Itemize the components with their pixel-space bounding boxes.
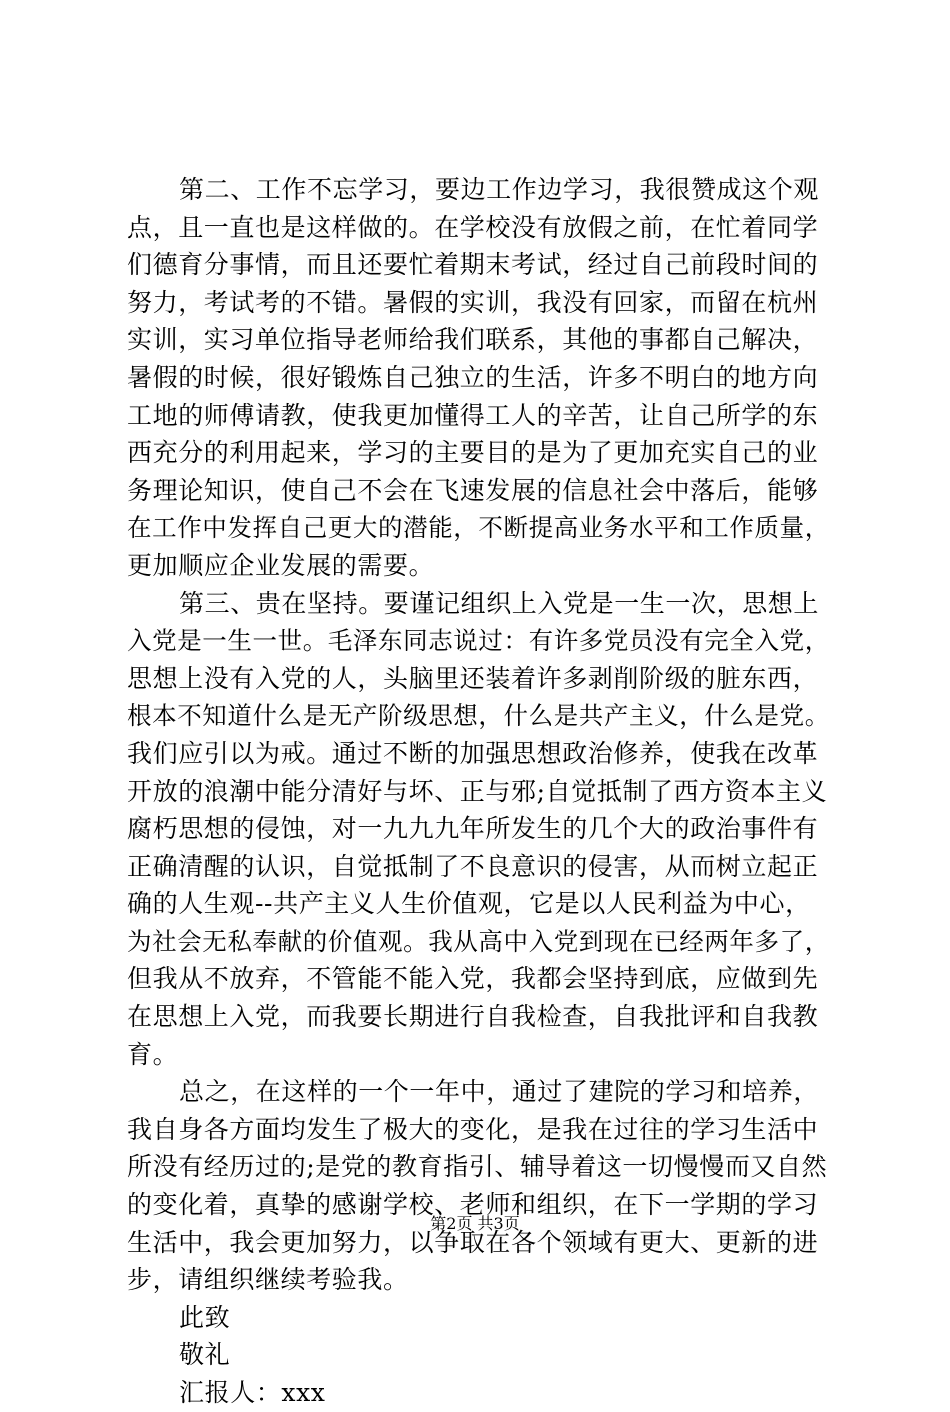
text-line: 点，且一直也是这样做的。在学校没有放假之前，在忙着同学 [127, 212, 819, 242]
text-line: 育。 [127, 1039, 179, 1069]
text-line: 们德育分事情，而且还要忙着期末考试，经过自己前段时间的 [127, 250, 819, 280]
text-line: 为社会无私奉献的价值观。我从高中入党到现在已经两年多了， [127, 926, 830, 956]
text-line: 所没有经历过的;是党的教育指引、辅导着这一切慢慢而又自然 [127, 1152, 828, 1182]
text-line: 我自身各方面均发生了极大的变化，是我在过往的学习生活中 [127, 1114, 819, 1144]
text-line: 入党是一生一世。毛泽东同志说过：有许多党员没有完全入党， [127, 626, 830, 656]
text-line: 第二、工作不忘学习，要边工作边学习，我很赞成这个观 [179, 175, 820, 204]
page-footer [0, 1212, 950, 1236]
closing-salute: 敬礼 [179, 1340, 231, 1370]
text-line: 正确清醒的认识，自觉抵制了不良意识的侵害，从而树立起正 [127, 851, 819, 881]
text-line: 开放的浪潮中能分清好与坏、正与邪;自觉抵制了西方资本主义 [127, 776, 828, 806]
text-line: 确的人生观--共产主义人生价值观，它是以人民利益为中心， [127, 889, 811, 919]
paragraph-persistence [127, 585, 830, 1074]
text-line: 的变化着，真挚的感谢学校、老师和组织，在下一学期的学习 [127, 1190, 819, 1220]
text-line: 实训，实习单位指导老师给我们联系，其他的事都自己解决， [127, 325, 819, 355]
page-number: 第2页 共3页 [430, 1214, 520, 1233]
closing-greeting: 此致 [179, 1302, 231, 1332]
text-line: 务理论知识，使自己不会在飞速发展的信息社会中落后，能够 [127, 475, 819, 505]
text-line: 我们应引以为戒。通过不断的加强思想政治修养，使我在改革 [127, 738, 819, 768]
paragraph-conclusion [127, 1073, 830, 1299]
text-line: 根本不知道什么是无产阶级思想，什么是共产主义，什么是党。 [127, 701, 830, 731]
letter-closing [127, 1299, 830, 1412]
text-line: 工地的师傅请教，使我更加懂得工人的辛苦，让自己所学的东 [127, 400, 819, 430]
reporter-signature: 汇报人：xxx [179, 1378, 326, 1407]
text-line: 西充分的利用起来，学习的主要目的是为了更加充实自己的业 [127, 438, 819, 468]
text-line: 第三、贵在坚持。要谨记组织上入党是一生一次，思想上 [179, 588, 820, 618]
text-line: 但我从不放弃，不管能不能入党，我都会坚持到底，应做到先 [127, 964, 819, 994]
paragraph-work-and-study [127, 171, 830, 585]
text-line: 在工作中发挥自己更大的潜能，不断提高业务水平和工作质量， [127, 513, 830, 543]
text-line: 更加顺应企业发展的需要。 [127, 550, 435, 580]
text-line: 步，请组织继续考验我。 [127, 1265, 409, 1295]
text-line: 思想上没有入党的人，头脑里还装着许多剥削阶级的脏东西， [127, 663, 819, 693]
text-line: 腐朽思想的侵蚀，对一九九九年所发生的几个大的政治事件有 [127, 814, 819, 844]
text-line: 努力，考试考的不错。暑假的实训，我没有回家，而留在杭州 [127, 287, 819, 317]
text-line: 总之，在这样的一个一年中，通过了建院的学习和培养， [179, 1077, 820, 1107]
text-line: 生活中，我会更加努力，以争取在各个领域有更大、更新的进 [127, 1227, 819, 1257]
text-line: 暑假的时候，很好锻炼自己独立的生活，许多不明白的地方向 [127, 362, 819, 392]
text-line: 在思想上入党，而我要长期进行自我检查，自我批评和自我教 [127, 1002, 819, 1032]
